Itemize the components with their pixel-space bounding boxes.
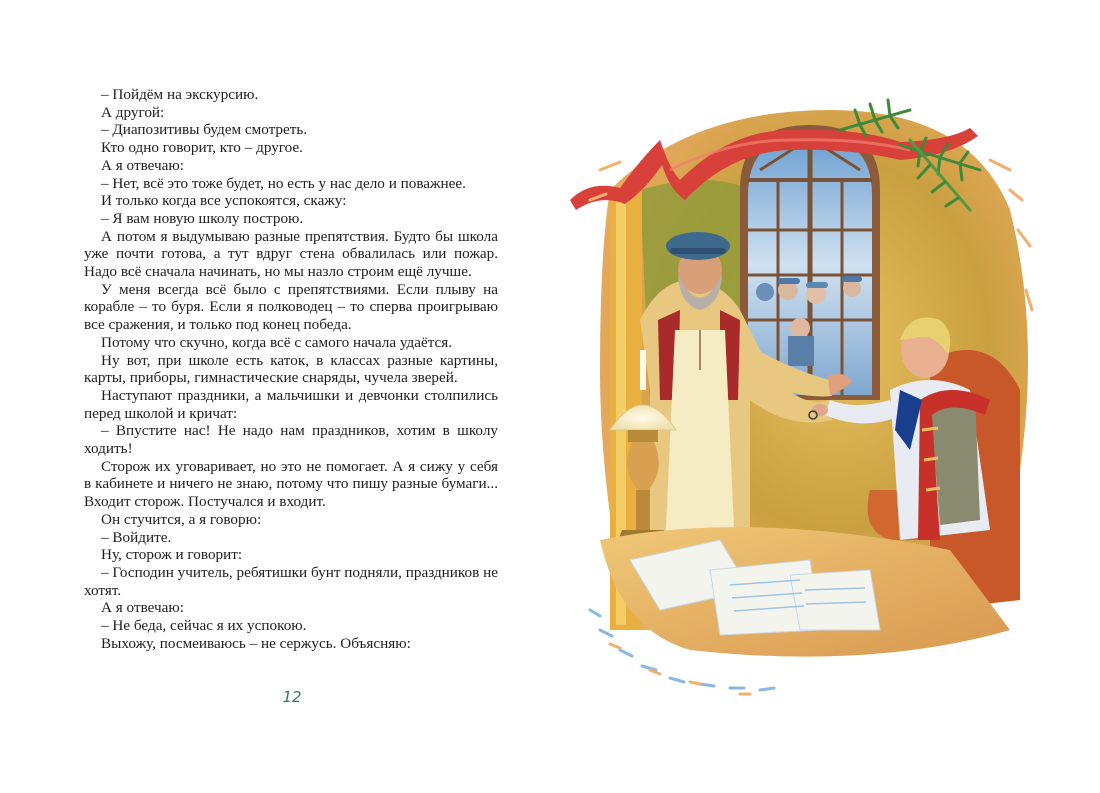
paragraph: – Диапозитивы будем смотреть. — [101, 121, 308, 139]
paragraph: – Впустите нас! Не надо нам праздников, хотим в школу ходить! — [84, 422, 498, 458]
paragraph: А я отвечаю: — [101, 156, 184, 174]
paragraph: А другой: — [101, 103, 165, 121]
paragraph: – Нет, всё это тоже будет, но есть у нас дело и поважнее. — [101, 174, 466, 192]
paragraph: Выхожу, посмеиваюсь – не сержусь. Объясняю: — [101, 634, 411, 652]
right-page — [550, 0, 1100, 793]
page-number: 12 — [282, 688, 302, 706]
paragraph: И только когда все успокоятся, скажу: — [101, 192, 347, 210]
story-text — [84, 86, 498, 653]
story-illustration — [570, 70, 1050, 710]
paragraph: Ну, сторож и говорит: — [101, 546, 243, 564]
paragraph: – Господин учитель, ребятишки бунт подняли, праздников не хотят. — [84, 563, 498, 599]
paragraph: А потом я выдумываю разные препятствия. Будто бы школа уже почти готова, а тут вдруг стена обвалилась или пожар. Надо всё сначала начинать, но мы назло строим ещё лучше. — [84, 227, 498, 281]
paragraph: – Я вам новую школу построю. — [101, 209, 304, 227]
paragraph: А я отвечаю: — [101, 599, 184, 617]
paragraph: – Войдите. — [101, 528, 172, 546]
paragraph: Сторож их уговаривает, но это не помогает. А я сижу у себя в кабинете и ничего не знаю, потому что пишу разные бумаги... Входит сторож. Постучался и входит. — [84, 457, 498, 511]
paragraph: Кто одно говорит, кто – другое. — [101, 139, 303, 157]
paragraph: Он стучится, а я говорю: — [101, 510, 262, 528]
paragraph: – Пойдём на экскурсию. — [101, 86, 259, 103]
paragraph: У меня всегда всё было с препятствиями. Если плыву на корабле – то буря. Если я полководец – то сперва проигрываю все сражения, и только под конец победа. — [84, 280, 498, 334]
paragraph: – Не беда, сейчас я их успокою. — [101, 617, 307, 635]
paragraph: Ну вот, при школе есть каток, в классах разные картины, карты, приборы, гимнастические снаряды, чучела зверей. — [84, 351, 498, 387]
paragraph: Наступают праздники, а мальчишки и девчонки столпились перед школой и кричат: — [84, 386, 498, 422]
paragraph: Потому что скучно, когда всё с самого начала удаётся. — [101, 333, 453, 351]
